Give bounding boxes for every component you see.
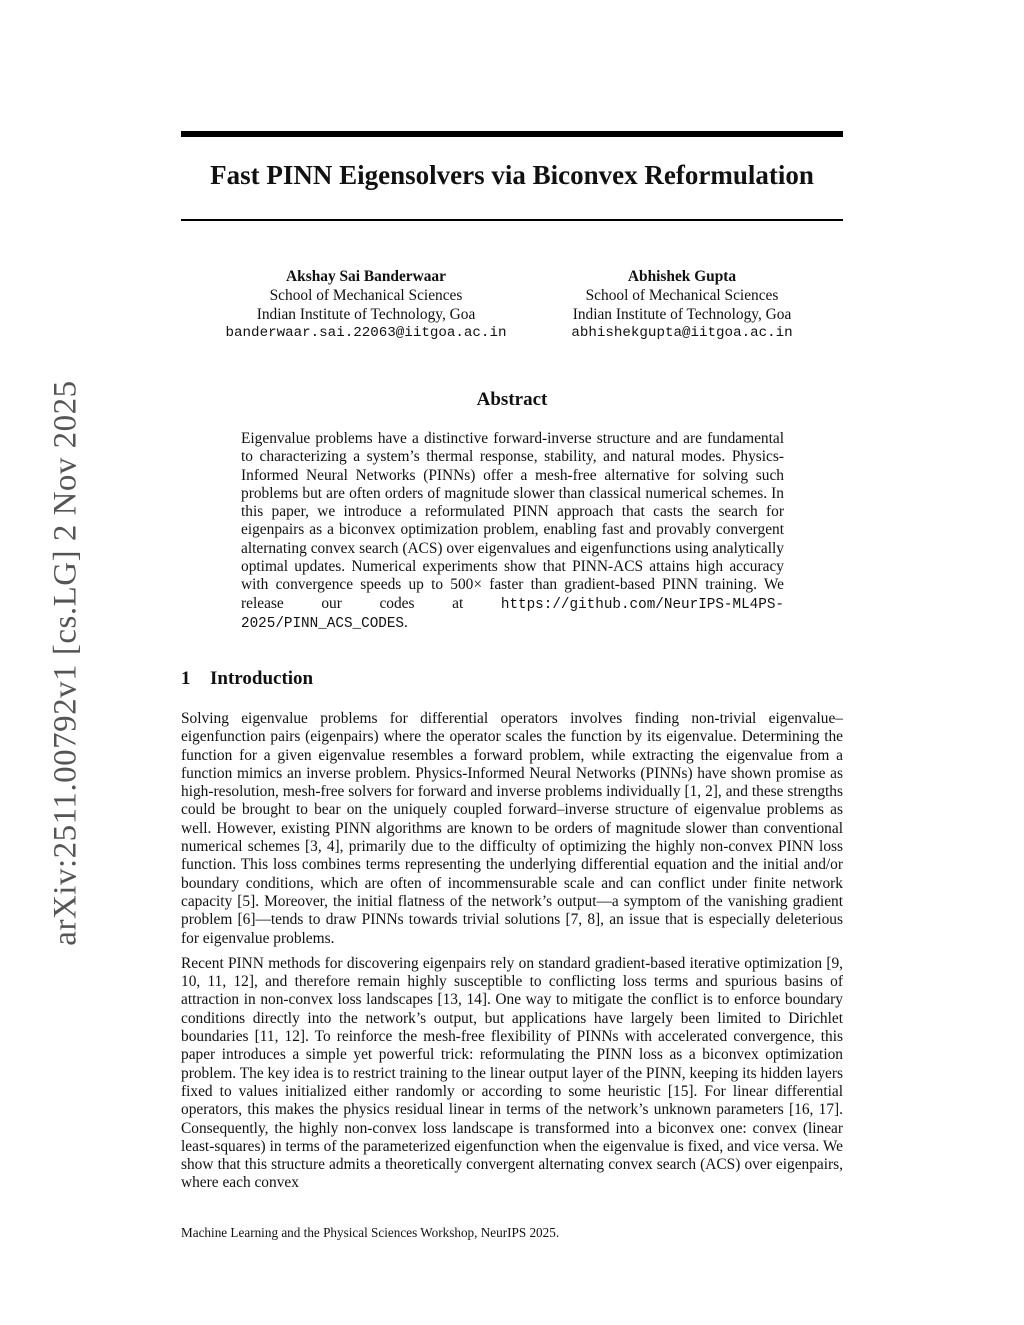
author-block-2 [502,267,862,343]
author-department: School of Mechanical Sciences [585,287,779,304]
section-heading [181,668,313,690]
abstract-text [241,430,784,633]
title-top-rule [181,131,843,137]
arxiv-side-stamp: arXiv:2511.00792v1 [cs.LG] 2 Nov 2025 [47,380,84,946]
introduction-body [181,710,843,1200]
author-block-1 [186,267,546,343]
author-department: School of Mechanical Sciences [269,287,463,304]
paragraph: Recent PINN methods for discovering eigenpairs rely on standard gradient-based iterative optimization [9, 10, 11, 12], and therefore remain highly susceptible to conflicting loss terms and spurious basins of attraction in non-convex loss landscapes [13, 14]. One way to mitigate the conflict is to enforce boundary conditions directly into the network’s output, but applications have largely been limited to Dirichlet boundaries [11, 12]. To reinforce the mesh-free flexibility of PINNs with accelerated convergence, this paper introduces a simple yet powerful trick: reformulating the PINN loss as a biconvex optimization problem. The key idea is to restrict training to the linear output layer of the PINN, keeping its hidden layers fixed to values initialized either randomly or according to some heuristic [15]. For linear differential operators, this makes the physics residual linear in terms of the network’s unknown parameters [16, 17]. Consequently, the highly non-convex loss landscape is transformed into a biconvex one: convex (linear least-squares) in terms of the parameterized eigenfunction when the eigenvalue is fixed, and vice versa. We show that this structure admits a theoretically convergent alternating convex search (ACS) over eigenpairs, where each convex [181,954,843,1192]
abstract-end: . [404,613,408,631]
paragraph: Solving eigenvalue problems for differential operators involves finding non-trivial eigenvalue–eigenfunction pairs (eigenpairs) where the operator scales the function by its eigenvalue. Determining the function for a given eigenvalue resembles a forward problem, while extracting the eigenvalue from a function mimics an inverse problem. Physics-Informed Neural Networks (PINNs) have shown promise as high-resolution, mesh-free solvers for forward and inverse problems individually [1, 2], and these strengths could be brought to bear on the uniquely coupled forward–inverse structure of eigenvalue problems as well. However, existing PINN algorithms are known to be orders of magnitude slower than conventional numerical schemes [3, 4], primarily due to the difficulty of optimizing the highly non-convex PINN loss function. This loss combines terms representing the underlying differential equation and the initial and/or boundary conditions, which are often of incommensurable scale and can conflict under finite network capacity [5]. Moreover, the initial flatness of the network’s output—a symptom of the vanishing gradient problem [6]—tends to draw PINNs towards trivial solutions [7, 8], an issue that is especially deleterious for eigenvalue problems. [181,710,843,947]
code-url-link[interactable]: https://github.com/NeurIPS-ML4PS-2025/PINN_ACS_CODES [241,596,784,632]
venue-footnote: Machine Learning and the Physical Sciences Workshop, NeurIPS 2025. [181,1225,560,1240]
section-number: 1 [181,668,191,689]
author-institute: Indian Institute of Technology, Goa [256,306,476,323]
paper-title: Fast PINN Eigensolvers via Biconvex Reformulation [210,160,814,190]
author-institute: Indian Institute of Technology, Goa [572,306,792,323]
author-email[interactable]: banderwaar.sai.22063@iitgoa.ac.in [225,325,507,341]
author-email[interactable]: abhishekgupta@iitgoa.ac.in [571,325,793,341]
section-title: Introduction [210,668,314,689]
title-bottom-rule [181,219,843,221]
abstract-heading: Abstract [476,389,548,410]
author-name: Abhishek Gupta [627,268,737,285]
author-name: Akshay Sai Banderwaar [286,268,446,285]
abstract-body: Eigenvalue problems have a distinctive forward-inverse structure and are fundamental to characterizing a system’s thermal response, stability, and natural modes. Physics-Informed Neural Networks (PINNs) offer a mesh-free alternative for solving such problems but are often orders of magnitude slower than classical numerical schemes. In this paper, we introduce a reformulated PINN approach that casts the search for eigenpairs as a biconvex optimization problem, enabling fast and provably convergent alternating convex search (ACS) over eigenvalues and eigenfunctions using analytically optimal updates. Numerical experiments show that PINN-ACS attains high accuracy with convergence speeds up to 500× faster than gradient-based PINN training. We release our codes at [241,430,784,612]
